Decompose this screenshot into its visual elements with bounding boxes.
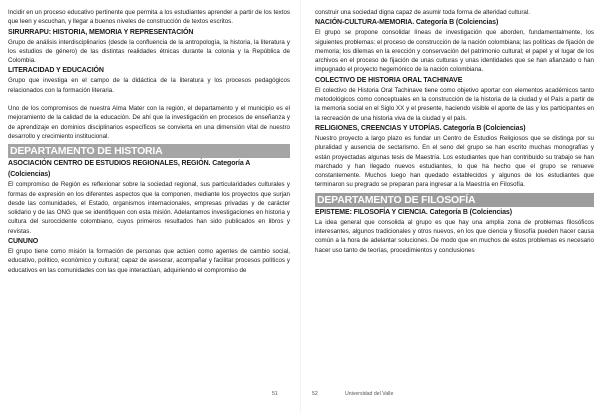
group-religiones-text: Nuestro proyecto a largo plazo es fundar un Centro de Estudios Religiosos que se distinga por su pluralidad y ausencia de sectarismo. En el seno del grupo se han escrito muchas monografías y están proyectadas algunas tesis de Maestría. Los estudiantes que han contribuido su trabajo se han marchado y han llegado nuevos estudiantes, lo que ha hecho que el grupo se renueve constantemente. Muchos luego han quedado establecidos y algunos de los estudiantes que terminaron su pregrado se preparan para ingresar a la Maestría en Filosofía. <box>315 134 594 189</box>
group-sirurrapu-title: SIRURRAPU: HISTORIA, MEMORIA Y REPRESENTACIÓN <box>8 28 194 36</box>
right-page-number: 52 <box>312 391 318 397</box>
department-filosofia-heading: DEPARTAMENTO DE FILOSOFÍA <box>315 193 594 207</box>
continuation-text: construir una sociedad digna capaz de asumir toda forma de alteridad cultural. <box>315 9 530 16</box>
group-religiones-title: RELIGIONES, CREENCIAS Y UTOPÍAS. Categoría B (Colciencias) <box>315 124 526 132</box>
department-historia-heading: DEPARTAMENTO DE HISTORIA <box>8 144 290 158</box>
intro-paragraph: Incidir en un proceso educativo pertinente que permita a los estudiantes aprender a partir de los textos que leen y escuchan, y llegar a buenos niveles de construcción de textos escritos. <box>8 9 290 26</box>
page-gutter <box>300 0 301 412</box>
group-nacion-text: El grupo se propone consolidar líneas de investigación que aborden, fundamentalmente, los siguientes problemas: el proceso de construcción de la nación colombiana; las políticas de fijación de memoria; los dilemas en la erección y conservación del patrimonio cultural; el papel y el lugar de los archivos en el proceso de fijación de unas culturas y unas identidades que se han afianzado o han impugnado el proyecto hegemónico de la nación colombiana. <box>315 29 594 74</box>
left-page-number: 51 <box>272 391 278 397</box>
group-colectivo-text: El colectivo de Historia Oral Tachinave tiene como objetivo aportar con elementos académicos tanto metodológicos como conceptuales en la construcción de la historia de la ciudad y el País a partir de la memoria social en el Siglo XX y el presente, haciendo visible el aporte de las y los participantes en la recreación de una historia viva de la ciudad y el país. <box>315 86 594 122</box>
group-centro-text: El compromiso de Región es reflexionar sobre la sociedad regional, sus particularidades culturales y formas de expresión en los diferentes aspectos que la componen, mediante los proyectos que surjan desde las comunidades, el Estado, organismos internacionales, empresas privadas y de carácter solidario y de las ONG que se identifiquen con esta misión. Adelantamos investigaciones en historia y cultura del suroccidente colombiano, cuyos primeros resultados han sido publicados en libros y revistas. <box>8 181 290 235</box>
group-sirurrapu-text: Grupo de análisis interdisciplinarios (desde la confluencia de la antropología, la historia, la literatura y los estudios de género) de las distintas realidades étnicas durante la colonia y la República de Colombia. <box>8 38 290 65</box>
group-cununo-title: CUNUNO <box>8 238 39 246</box>
group-literacidad-text: Grupo que investiga en el campo de la didáctica de la literatura y los procesos pedagógicos relacionados con la formación literaria. <box>8 77 290 94</box>
group-colectivo-title: COLECTIVO DE HISTORIA ORAL TACHINAVE <box>315 76 463 84</box>
group-cununo-text: El grupo tiene como misión la formación de personas que actúen como agentes de cambio social, educativo, político, económico y cultural; capaz de asesorar, acompañar y facilitar procesos políticos y educativos en las comunidades con las que interactúan, adquiriendo el compromiso de <box>8 248 290 274</box>
group-episteme-title: EPISTEME: FILOSOFÍA Y CIENCIA. Categoría B (Colciencias) <box>315 208 512 216</box>
group-nacion-title: NACIÓN-CULTURA-MEMORIA. Categoría B (Colciencias) <box>315 19 499 27</box>
publisher-footer: Universidad del Valle <box>345 391 394 397</box>
group-centro-title: ASOCIACIÓN CENTRO DE ESTUDIOS REGIONALES, REGIÓN. Categoría A (Colciencias) <box>8 160 250 179</box>
left-page <box>8 8 290 275</box>
commitment-paragraph: Uno de los compromisos de nuestra Alma Mater con la región, el departamento y el municipio es el mejoramiento de la calidad de la educación. De ahí que la investigación en procesos de enseñanza y de aprendizaje en dominios disciplinarios específicos se convierta en una dimensión vital de nuestro desarrollo y crecimiento institucional. <box>8 105 290 140</box>
group-literacidad-title: LITERACIDAD Y EDUCACIÓN <box>8 67 104 75</box>
group-episteme-text: La idea general que consolida al grupo es que hay una amplia zona de problemas filosóficos interesantes, algunos tradicionales y otros nuevos, en los que ciencia y filosofía pueden hacer causa común a la hora de adelantar soluciones. De modo que en muchos de estos problemas es necesario hacer uso tanto de teorías, procedimientos y conclusiones <box>315 218 594 254</box>
right-page <box>315 8 594 255</box>
